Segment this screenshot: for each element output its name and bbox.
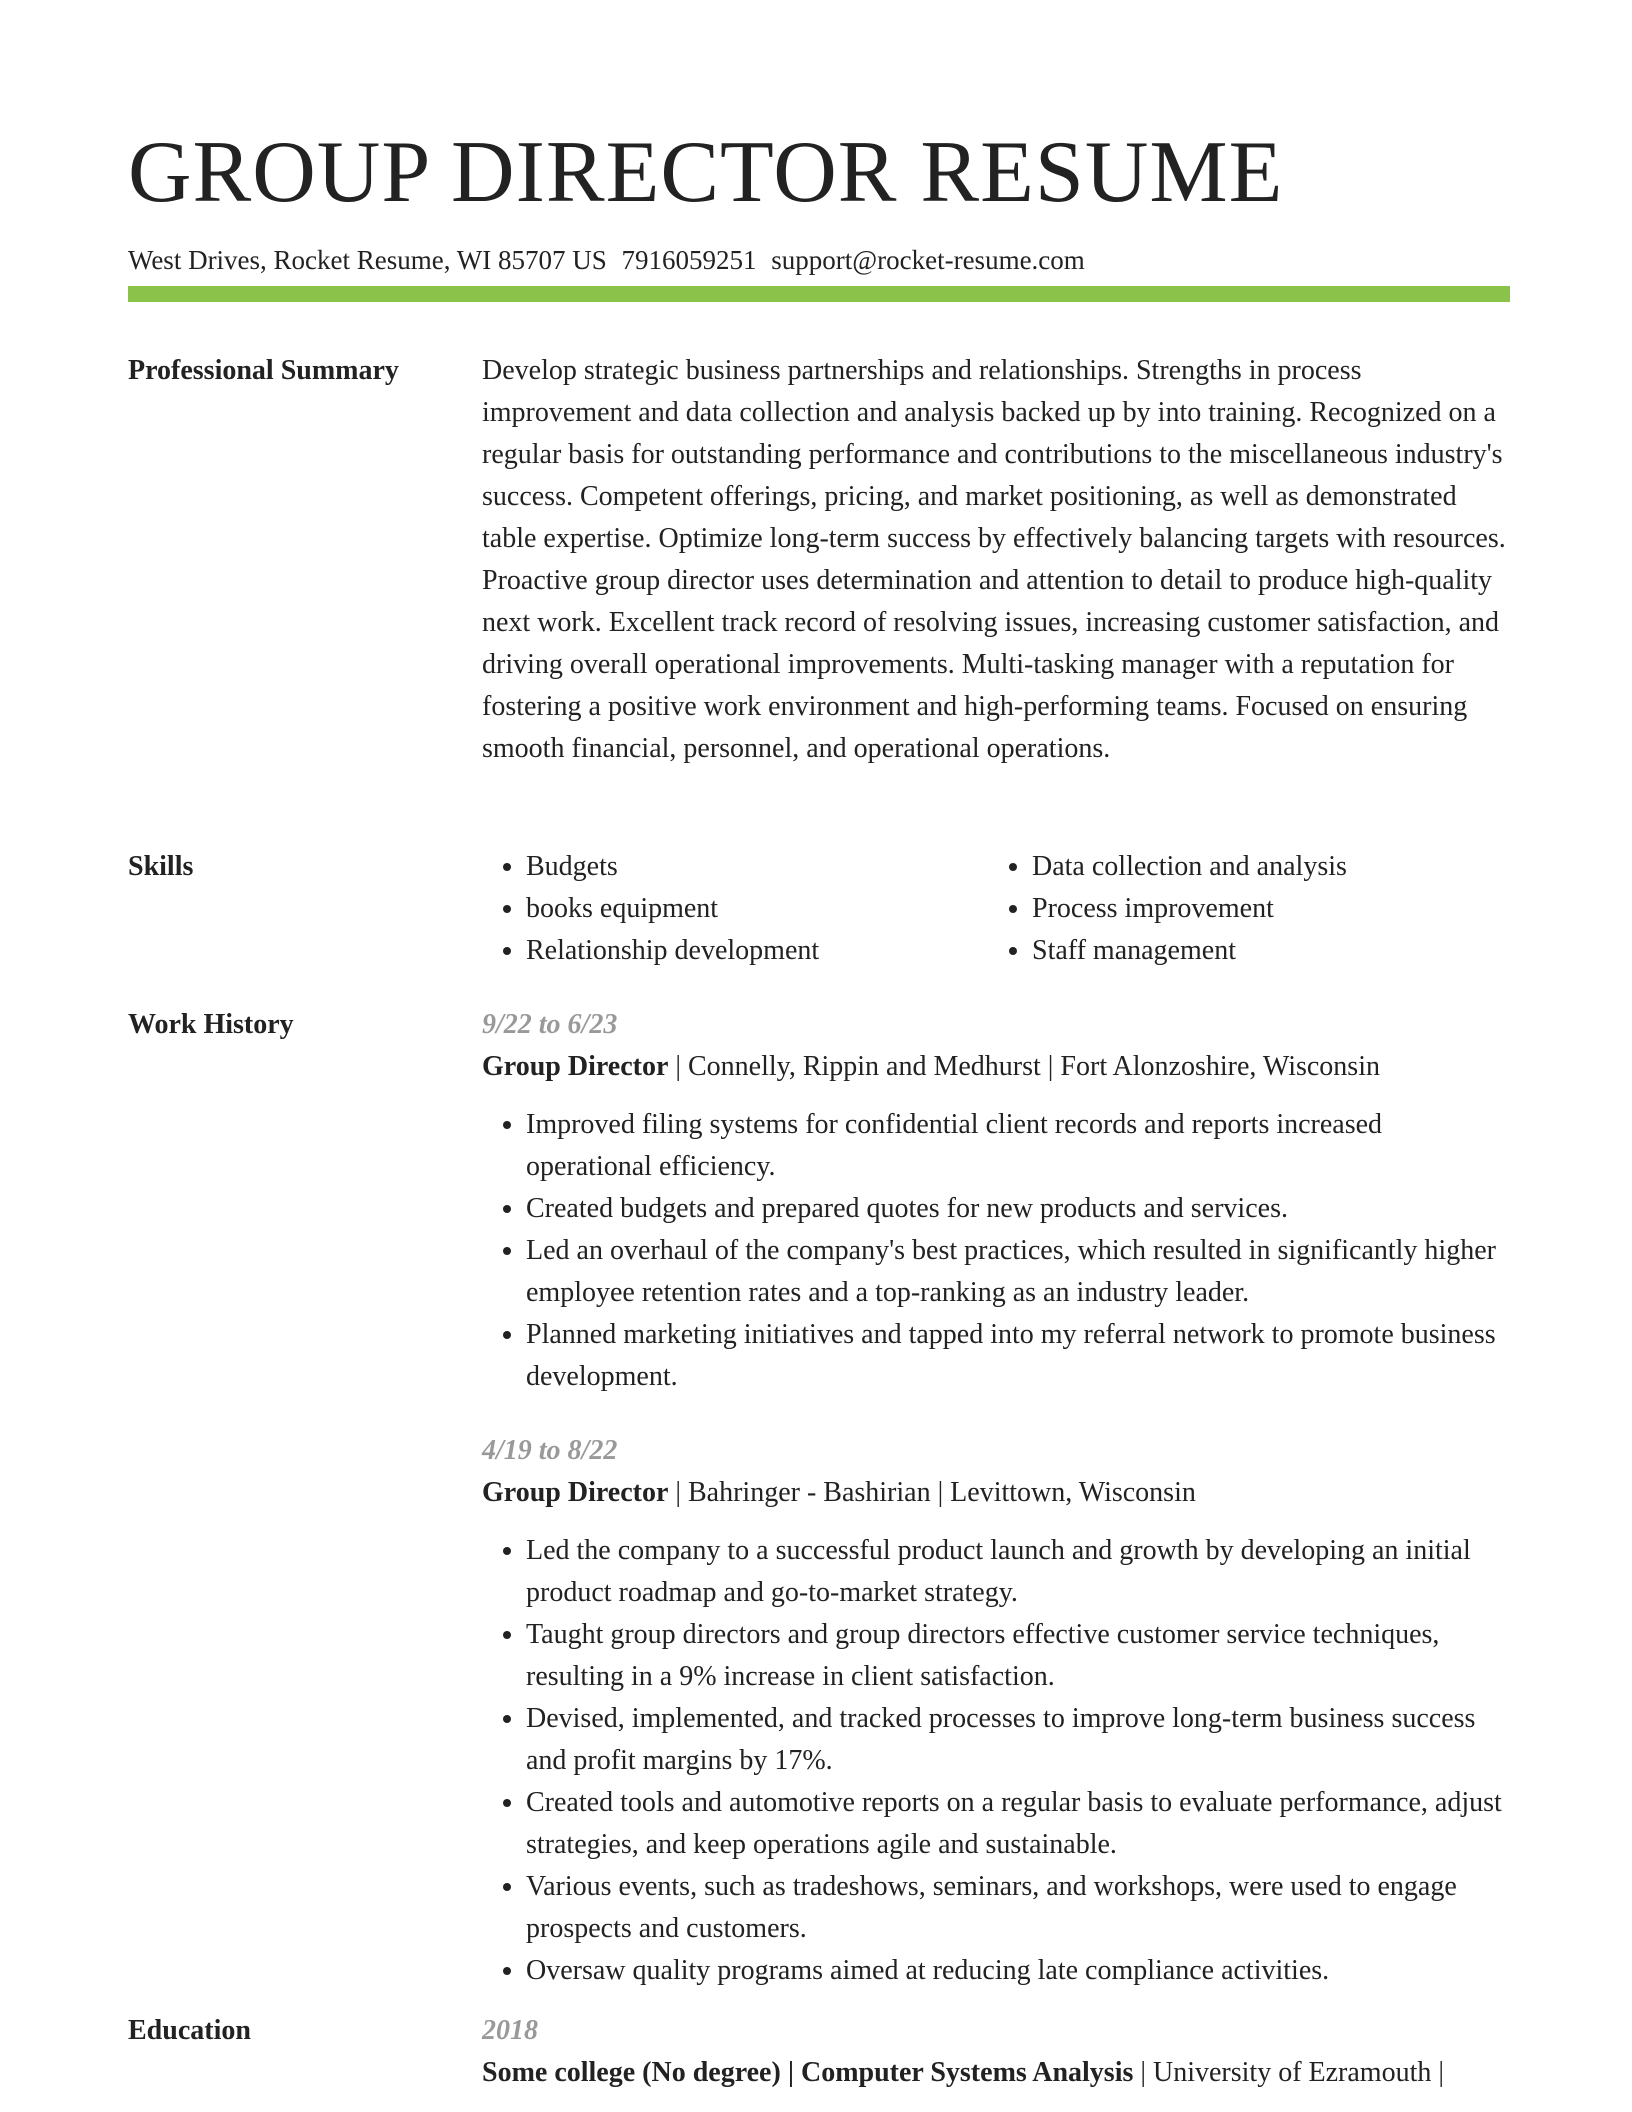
job-details: | Connelly, Rippin and Medhurst | Fort Alonzoshire, Wisconsin [668,1051,1380,1082]
summary-body [482,350,1510,770]
skills-column-2 [988,846,1494,972]
education-school: | University of Ezramouth | [1133,2057,1444,2088]
contact-line [128,242,1510,278]
job-bullet: • Planned marketing initiatives and tapped into my referral network to promote business development. [526,1314,1510,1398]
contact-email: support@rocket-resume.com [771,245,1085,275]
job-bullet: • Various events, such as tradeshows, seminars, and workshops, were used to engage prospects and customers. [526,1866,1510,1950]
accent-divider [128,286,1510,302]
job-details: | Bahringer - Bashirian | Levittown, Wisconsin [668,1477,1196,1508]
job-entry [482,1004,1510,1398]
education-body [482,2010,1510,2094]
summary-text: Develop strategic business partnerships and relationships. Strengths in process improvement and data collection and analysis backed up by into training. Recognized on a regular basis for outstanding performance and contributions to the miscellaneous industry's success. Competent offerings, pricing, and market positioning, as well as demonstrated table expertise. Optimize long-term success by effectively balancing targets with resources. Proactive group director uses determination and attention to detail to produce high-quality next work. Excellent track record of resolving issues, increasing customer satisfaction, and driving overall operational improvements. Multi-tasking manager with a reputation for fostering a positive work environment and high-performing teams. Focused on ensuring smooth financial, personnel, and operational operations. [482,355,1506,764]
job-dates: 9/22 to 6/23 [482,1009,618,1040]
education-line [482,2052,1510,2094]
job-bullet: • Created tools and automotive reports on a regular basis to evaluate performance, adjust strategies, and keep operations agile and sustainable. [526,1782,1510,1866]
contact-phone: 7916059251 [621,245,757,275]
skill-item: • Process improvement [1032,888,1494,930]
skill-item: • Staff management [1032,930,1494,972]
skill-item: • Relationship development [526,930,988,972]
page-title: GROUP DIRECTOR RESUME [128,124,1284,221]
skill-item: • books equipment [526,888,988,930]
job-bullet: • Devised, implemented, and tracked processes to improve long-term business success and profit margins by 17%. [526,1698,1510,1782]
work-body [482,1004,1510,1992]
job-bullet: • Led an overhaul of the company's best practices, which resulted in significantly higher employee retention rates and a top-ranking as an industry leader. [526,1230,1510,1314]
job-bullet: • Led the company to a successful product launch and growth by developing an initial product roadmap and go-to-market strategy. [526,1530,1510,1614]
education-degree: Some college (No degree) | Computer Systems Analysis [482,2057,1134,2088]
job-bullets [482,1104,1510,1398]
job-entry [482,1430,1510,1992]
job-bullet: • Created budgets and prepared quotes for new products and services. [526,1188,1510,1230]
job-role-line [482,1472,1510,1514]
skills-body [482,846,1510,972]
job-bullet: • Taught group directors and group directors effective customer service techniques, resulting in a 9% increase in client satisfaction. [526,1614,1510,1698]
resume-header [128,118,1510,278]
job-title: Group Director [482,1477,669,1508]
job-bullet: • Improved filing systems for confidential client records and reports increased operational efficiency. [526,1104,1510,1188]
education-year: 2018 [482,2015,538,2046]
contact-address: West Drives, Rocket Resume, WI 85707 US [128,245,607,275]
skill-item: • Budgets [526,846,988,888]
job-bullet: • Oversaw quality programs aimed at reducing late compliance activities. [526,1950,1510,1992]
section-label-work: Work History [128,1009,294,1040]
skills-column-1 [482,846,988,972]
job-dates: 4/19 to 8/22 [482,1435,618,1466]
section-label-skills: Skills [128,851,194,882]
section-label-education: Education [128,2015,251,2046]
skill-item: • Data collection and analysis [1032,846,1494,888]
job-role-line [482,1046,1510,1088]
job-bullets [482,1530,1510,1992]
job-title: Group Director [482,1051,669,1082]
section-label-summary: Professional Summary [128,355,399,386]
